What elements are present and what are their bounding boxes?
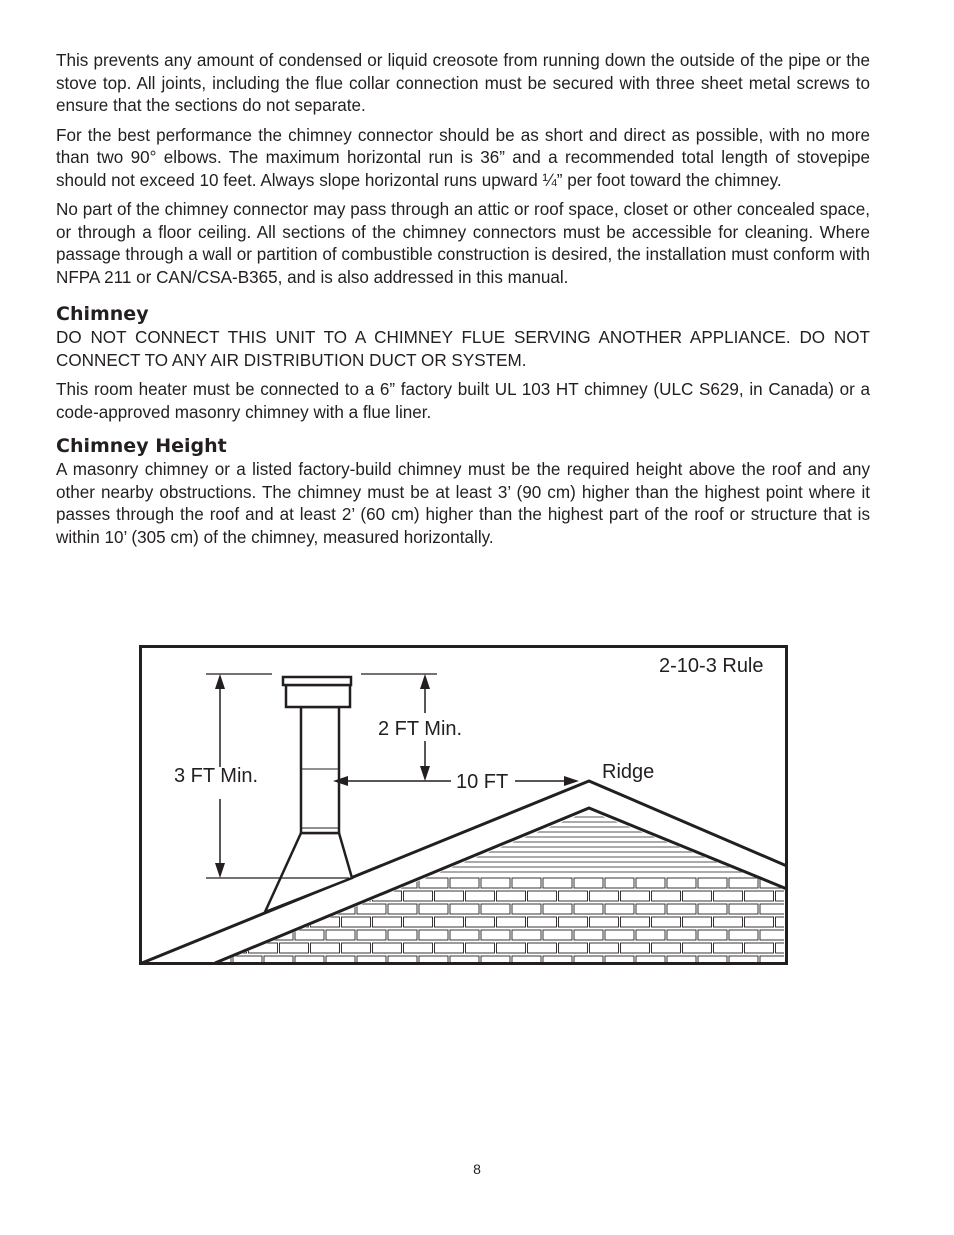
intro-paragraph-2: For the best performance the chimney connector should be as short and direct as possible, with no more than two 90° elbows. The maximum horizontal run is 36” and a recommended total length of stovepipe should not exceed 10 feet. Always slope horizontal runs upward ¼” per foot toward the chimney.: [56, 125, 870, 190]
intro-paragraph-3: No part of the chimney connector may pass through an attic or roof space, closet or other concealed space, or through a floor ceiling. All sections of the chimney connectors must be accessible for cleaning. Where passage through a wall or partition of combustible construction is desired, the installation must conform with NFPA 211 or CAN/CSA-B365, and is also addressed in this manual.: [56, 200, 870, 287]
chimney-heading: Chimney: [56, 303, 149, 325]
intro-paragraph-1: This prevents any amount of condensed or liquid creosote from running down the outside of the pipe or the stove top. All joints, including the flue collar connection must be secured with three sheet metal screws to ensure that the sections do not separate.: [56, 51, 870, 115]
chimney-stack: [265, 677, 352, 912]
chimney-height-paragraph: A masonry chimney or a listed factory-build chimney must be the required height above the roof and any other nearby obstructions. The chimney must be at least 3’ (90 cm) higher than the highest point where it passes through the roof and at least 2’ (60 cm) higher than the highest part of the roof or structure that is within 10’ (305 cm) of the chimney, measured horizontally.: [56, 460, 870, 547]
label-10ft: 10 FT: [456, 771, 509, 793]
label-2ft-min: 2 FT Min.: [378, 718, 463, 740]
label-3ft-min: 3 FT Min.: [174, 765, 259, 787]
page-content: [56, 50, 870, 556]
chimney-paragraph-1: DO NOT CONNECT THIS UNIT TO A CHIMNEY FLUE SERVING ANOTHER APPLIANCE. DO NOT CONNECT TO ANY AIR DISTRIBUTION DUCT OR SYSTEM.: [56, 328, 870, 370]
page-number: 8: [473, 1161, 481, 1177]
chimney-height-heading: Chimney Height: [56, 435, 227, 457]
house-wall: [139, 645, 789, 966]
diagram-title: 2-10-3 Rule: [659, 655, 764, 677]
label-ridge: Ridge: [602, 761, 655, 783]
chimney-paragraph-2: This room heater must be connected to a 6” factory built UL 103 HT chimney (ULC S629, in Canada) or a code-approved masonry chimney with a flue liner.: [56, 380, 870, 422]
chimney-height-diagram: [139, 645, 789, 966]
